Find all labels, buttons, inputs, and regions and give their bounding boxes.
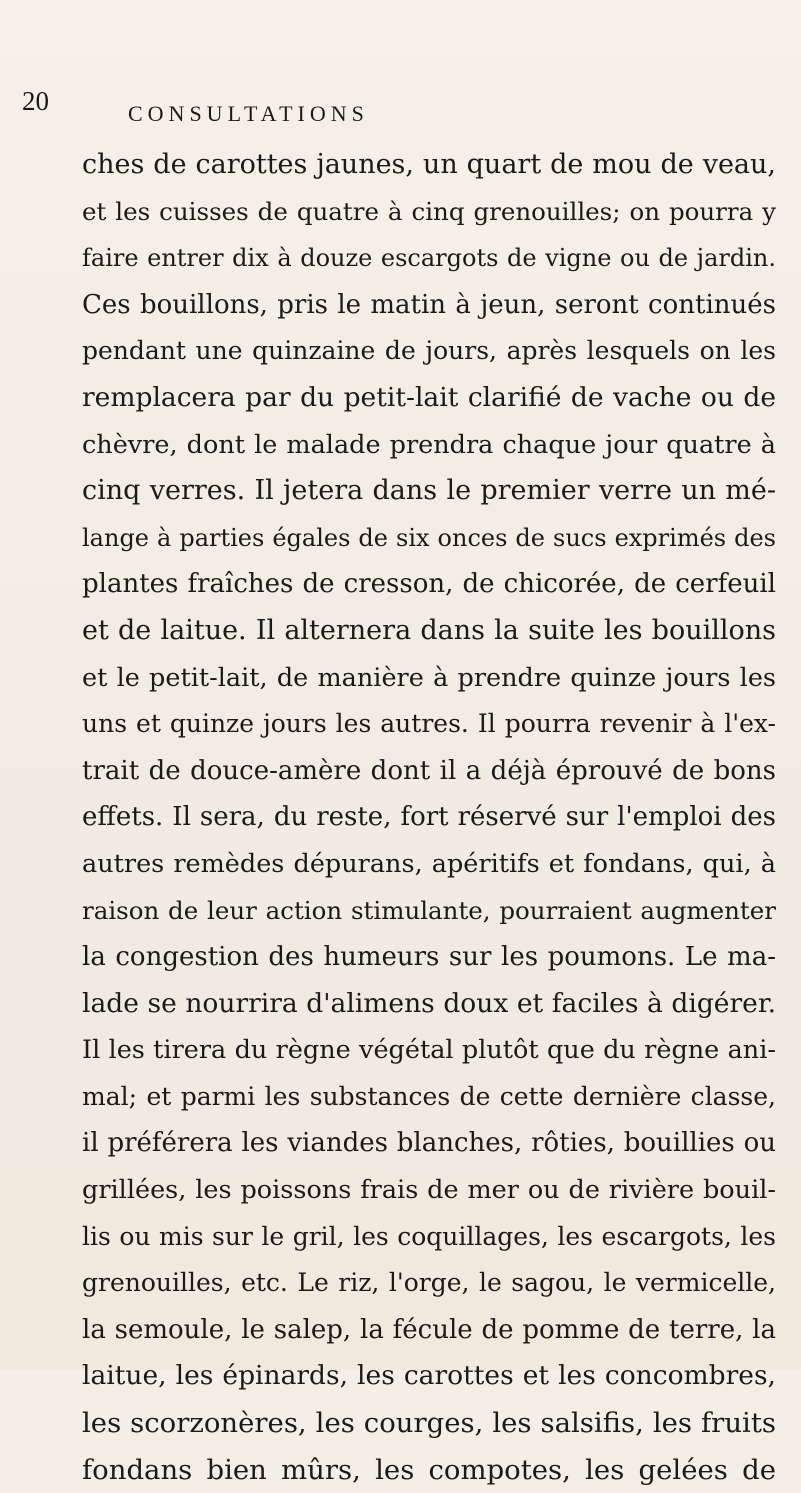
text-line: trait de douce-amère dont il a déjà éprouvé de bons [82,755,776,786]
text-line: fondans bien mûrs, les compotes, les gelées de [82,1453,776,1486]
text-line: uns et quinze jours les autres. Il pourra revenir à l'ex- [82,709,776,739]
body-text [82,142,776,1493]
text-line: pendant une quinzaine de jours, après lesquels on les [82,336,776,366]
text-line: faire entrer dix à douze escargots de vigne ou de jardin. [82,244,776,273]
text-line: grillées, les poissons frais de mer ou de rivière bouil- [82,1175,776,1206]
text-line: et le petit-lait, de manière à prendre quinze jours les [82,662,776,693]
text-line: grenouilles, etc. Le riz, l'orge, le sagou, le vermicelle, [82,1268,776,1298]
text-line: effets. Il sera, du reste, fort réservé sur l'emploi des [82,802,776,833]
text-line: remplacera par du petit-lait clarifié de vache ou de [82,381,776,413]
text-line: chèvre, dont le malade prendra chaque jour quatre à [82,429,776,460]
text-line: la semoule, le salep, la fécule de pomme de terre, la [82,1314,776,1345]
text-line: autres remèdes dépurans, apéritifs et fondans, qui, à [82,848,776,879]
text-line: lange à parties égales de six onces de sucs exprimés des [82,523,776,552]
text-line: mal; et parmi les substances de cette dernière classe, [82,1081,776,1111]
text-line: lis ou mis sur le gril, les coquillages, les escargots, les [82,1221,776,1251]
text-line: ches de carottes jaunes, un quart de mou de veau, [82,149,776,180]
text-line: la congestion des humeurs sur les poumons. Le ma- [82,942,776,973]
text-line: cinq verres. Il jetera dans le premier verre un mé- [82,475,776,507]
text-line: laitue, les épinards, les carottes et les concombres, [82,1360,776,1392]
page-number: 20 [22,86,49,116]
text-line: et de laitue. Il alternera dans la suite les bouillons [82,614,776,646]
text-line: et les cuisses de quatre à cinq grenouilles; on pourra y [82,196,776,226]
text-line: Il les tirera du règne végétal plutôt que du règne ani- [82,1035,776,1066]
text-line: lade se nourrira d'alimens doux et faciles à digérer. [82,987,776,1019]
running-head: CONSULTATIONS [128,101,369,126]
text-line: plantes fraîches de cresson, de chicorée, de cerfeuil [82,569,776,600]
text-line: les scorzonères, les courges, les salsifis, les fruits [82,1407,776,1440]
text-line: il préférera les viandes blanches, rôties, bouillies ou [82,1128,776,1159]
text-line: raison de leur action stimulante, pourraient augmenter [82,895,776,925]
text-line: Ces bouillons, pris le matin à jeun, seront continués [82,289,776,320]
